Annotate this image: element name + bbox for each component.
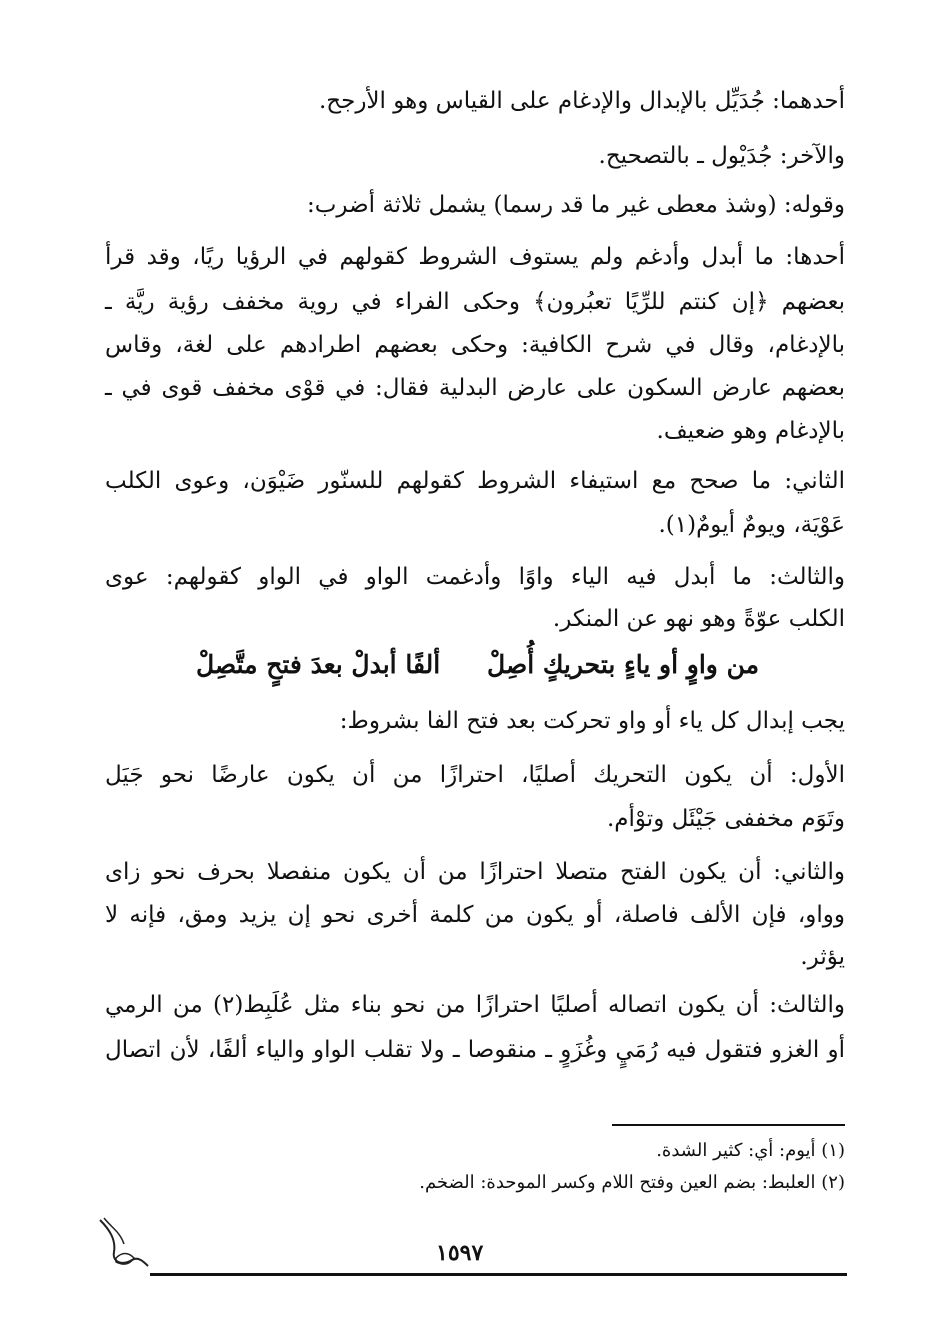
verse-second-hemistich: ألفًا أبدلْ بعدَ فتحٍ متَّصِلْ	[196, 650, 441, 679]
text-line: بعضهم ﴿إن كنتم للرِّيًا تعبُرون﴾ وحكى الفراء في روية مخفف رؤية ريَّة ـ	[105, 289, 845, 315]
text-line: أحدهما: جُدَيِّل بالإبدال والإدغام على القياس وهو الأرجح.	[318, 88, 845, 114]
text-line: أو الغزو فتقول فيه رُمَيٍ وغُزَوٍ ـ منقوصا ـ ولا تقلب الواو والياء ألفًا، لأن اتصال	[105, 1037, 845, 1063]
text-line: بالإدغام وهو ضعيف.	[656, 418, 845, 444]
footnote: (١) أيوم: أي: كثير الشدة.	[656, 1140, 845, 1161]
text-line: الثاني: ما صحح مع استيفاء الشروط كقولهم للسنّور ضَيْوَن، وعوى الكلب	[105, 468, 845, 494]
text-line: الكلب عوّةً وهو نهو عن المنكر.	[552, 606, 845, 632]
text-line: بعضهم عارض السكون على عارض البدلية فقال: في قوْى مخفف قوى في ـ	[105, 375, 845, 401]
verse-first-hemistich: من واوٍ أو ياءٍ بتحريكٍ أُصِلْ	[487, 650, 759, 679]
bottom-rule	[150, 1273, 847, 1276]
text-line: والثاني: أن يكون الفتح متصلا احترازًا من أن يكون منفصلا بحرف نحو زاى	[105, 859, 845, 885]
text-line: يجب إبدال كل ياء أو واو تحركت بعد فتح الفا بشروط:	[339, 708, 845, 734]
text-line: بالإدغام، وقال في شرح الكافية: وحكى بعضهم اطرادهم على لغة، وقاس	[105, 332, 845, 358]
text-line: عَوْيَة، ويومٌ أيومٌ(١).	[658, 512, 845, 538]
footnote-separator	[612, 1124, 845, 1126]
text-line: وواو، فإن الألف فاصلة، أو يكون من كلمة أخرى نحو إن يزيد ومق، فإنه لا	[105, 902, 845, 928]
page-number: ١٥٩٧	[436, 1240, 484, 1266]
text-line: والثالث: أن يكون اتصاله أصليًا احترازًا من نحو بناء مثل عُلَبِط(٢) من الرمي	[105, 992, 845, 1018]
footnote: (٢) العلبط: بضم العين وفتح اللام وكسر الموحدة: الضخم.	[419, 1172, 845, 1193]
text-line: وتَوَم مخففى جَيْئَل وتوْأم.	[606, 806, 845, 832]
text-line: يؤثر.	[800, 944, 845, 970]
text-line: وقوله: (وشذ معطى غير ما قد رسما) يشمل ثلاثة أضرب:	[307, 192, 845, 218]
signature-flourish-icon	[94, 1214, 154, 1274]
text-line: الأول: أن يكون التحريك أصليًا، احترازًا من أن يكون عارضًا نحو جَيَل	[105, 762, 845, 788]
text-line: والثالث: ما أبدل فيه الياء واوًا وأدغمت الواو في الواو كقولهم: عوى	[105, 564, 845, 590]
text-line: والآخر: جُدَيْول ـ بالتصحيح.	[598, 143, 845, 169]
text-line: أحدها: ما أبدل وأدغم ولم يستوف الشروط كقولهم في الرؤيا ريًا، وقد قرأ	[105, 244, 845, 270]
